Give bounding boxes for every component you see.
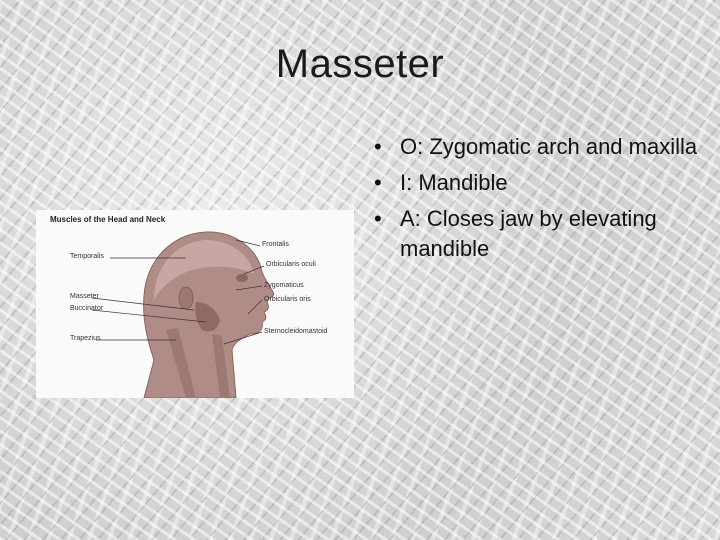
bullet-origin: [368, 132, 708, 162]
label-trapezius: Trapezius: [70, 335, 101, 342]
bullet-marker: •: [374, 206, 382, 231]
bullet-text: I: Mandible: [400, 170, 508, 195]
bullet-insertion: [368, 168, 708, 198]
figure-title: Muscles of the Head and Neck: [50, 215, 166, 224]
label-buccinator: Buccinator: [70, 305, 104, 312]
label-zygomaticus: Zygomaticus: [264, 282, 304, 289]
slide-title: Masseter: [275, 42, 445, 86]
bullet-marker: •: [374, 134, 382, 159]
label-sternocleidomastoid: Sternocleidomastoid: [264, 328, 328, 335]
bullet-list: [368, 132, 708, 270]
label-frontalis: Frontalis: [262, 241, 289, 248]
label-orbicularis-oculi: Orbicularis oculi: [266, 261, 316, 268]
bullet-text: O: Zygomatic arch and maxilla: [400, 134, 698, 159]
bullet-action: [368, 204, 708, 264]
label-temporalis: Temporalis: [70, 253, 104, 260]
bullet-text: A: Closes jaw by elevating mandible: [400, 206, 657, 261]
anatomy-figure: [36, 210, 354, 398]
label-masseter: Masseter: [70, 293, 99, 300]
head-neck-illustration: [36, 210, 354, 398]
label-orbicularis-oris: Orbicularis oris: [264, 296, 311, 303]
bullet-marker: •: [374, 170, 382, 195]
